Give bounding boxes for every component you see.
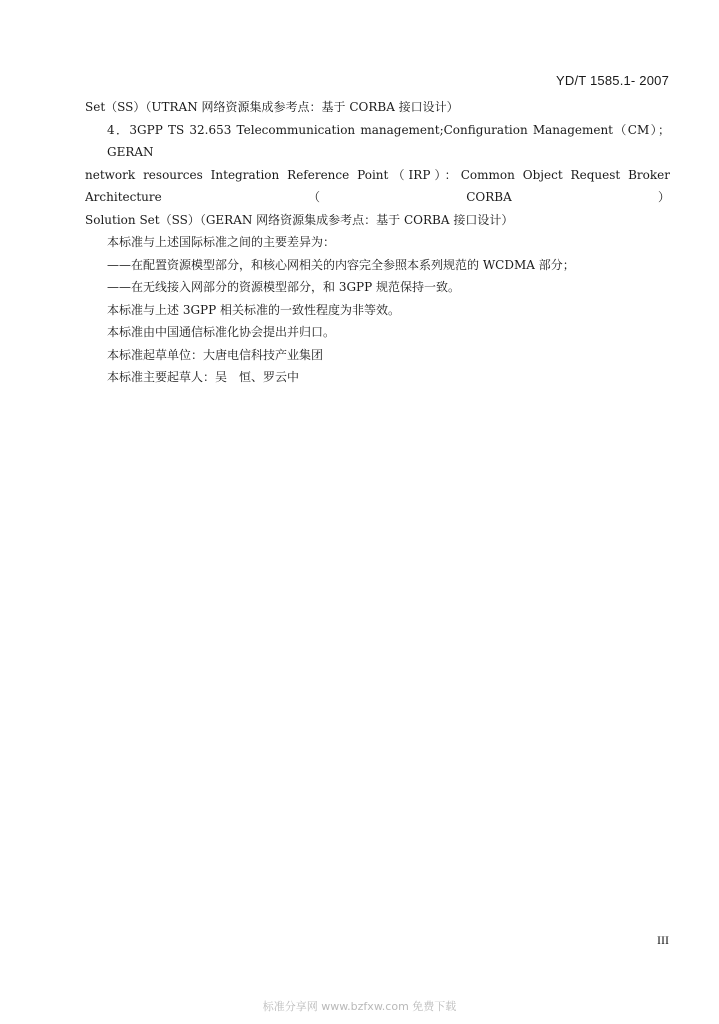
standard-code-header: YD/T 1585.1- 2007 [555,73,669,88]
footer-watermark: 标准分享网 www.bzfxw.com 免费下载 [262,1000,457,1013]
body-line: ——在配置资源模型部分，和核心网相关的内容完全参照本系列规范的 WCDMA 部分； [107,257,575,272]
body-line: network resources Integration Reference Point（IRP）：Common Object Request Broker Architecture（CORBA） [85,167,670,204]
page-number: III [657,933,669,947]
document-body [85,96,670,389]
body-line: 本标准起草单位：大唐电信科技产业集团 [107,347,324,362]
body-line: 4．3GPP TS 32.653 Telecommunication management;Configuration Management（CM）；GERAN [107,122,670,159]
body-line: ——在无线接入网部分的资源模型部分，和 3GPP 规范保持一致。 [107,280,461,294]
body-line: 本标准主要起草人：吴 恒、罗云中 [107,370,300,384]
body-line: Solution Set（SS）（GERAN 网络资源集成参考点：基于 CORBA 接口设计） [85,212,514,227]
body-line: 本标准与上述 3GPP 相关标准的一致性程度为非等效。 [107,302,400,317]
body-line: Set（SS）（UTRAN 网络资源集成参考点：基于 CORBA 接口设计） [85,100,459,114]
body-line: 本标准由中国通信标准化协会提出并归口。 [107,325,336,339]
body-line: 本标准与上述国际标准之间的主要差异为： [107,235,336,249]
